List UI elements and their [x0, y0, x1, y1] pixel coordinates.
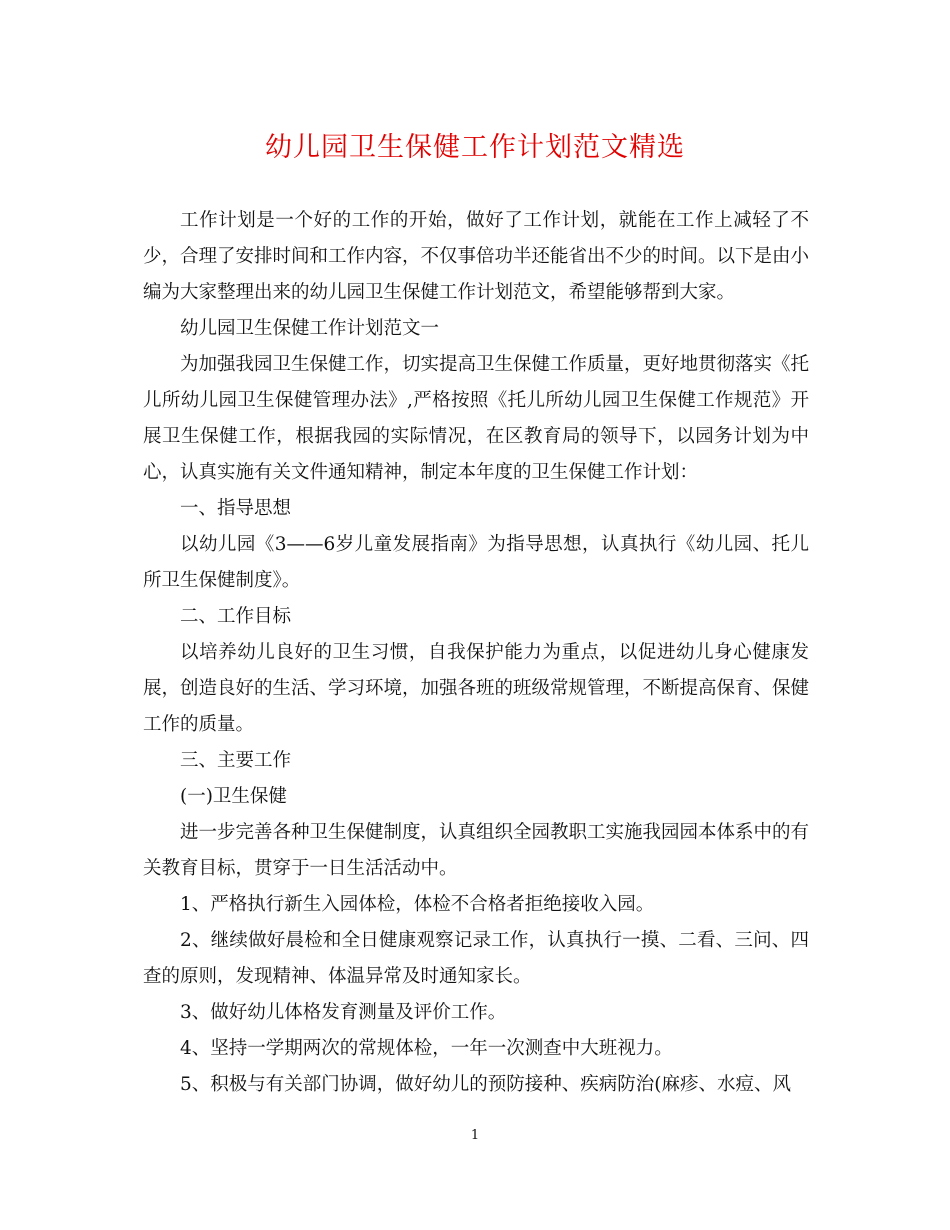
- list-item-5: 5、积极与有关部门协调，做好幼儿的预防接种、疾病防治(麻疹、水痘、风: [180, 1074, 791, 1095]
- document-body: [143, 203, 809, 1103]
- paragraph-work-goals: 以培养幼儿良好的卫生习惯，自我保护能力为重点，以促进幼儿身心健康发展，创造良好的生活、学习环境，加强各班的班级常规管理，不断提高保育、保健工作的质量。: [143, 642, 810, 735]
- heading-work-goals: 二、工作目标: [180, 606, 292, 627]
- heading-main-work: 三、主要工作: [180, 750, 292, 771]
- page-number: 1: [470, 1128, 480, 1143]
- heading-guiding-ideology: 一、指导思想: [180, 498, 292, 519]
- document-title: 幼儿园卫生保健工作计划范文精选: [265, 132, 685, 163]
- paragraph-guiding-ideology: 以幼儿园《3——6岁儿童发展指南》为指导思想，认真执行《幼儿园、托儿所卫生保健制度》。: [143, 534, 809, 591]
- paragraph-section-heading: 幼儿园卫生保健工作计划范文一: [180, 318, 440, 339]
- paragraph-preface: 为加强我园卫生保健工作，切实提高卫生保健工作质量，更好地贯彻落实《托儿所幼儿园卫生保健管理办法》,严格按照《托儿所幼儿园卫生保健工作规范》开展卫生保健工作，根据我园的实际情况，在区教育局的领导下，以园务计划为中心，认真实施有关文件通知精神，制定本年度的卫生保健工作计划：: [143, 354, 810, 483]
- list-item-3: 3、做好幼儿体格发育测量及评价工作。: [180, 1002, 507, 1023]
- paragraph-health-care: 进一步完善各种卫生保健制度，认真组织全园教职工实施我园园本体系中的有关教育目标，贯穿于一日生活活动中。: [143, 822, 810, 879]
- paragraph-intro: 工作计划是一个好的工作的开始，做好了工作计划，就能在工作上减轻了不少，合理了安排时间和工作内容，不仅事倍功半还能省出不少的时间。以下是由小编为大家整理出来的幼儿园卫生保健工作计划范文，希望能够帮到大家。: [143, 210, 810, 303]
- list-item-1: 1、严格执行新生入园体检，体检不合格者拒绝接收入园。: [180, 894, 655, 915]
- heading-health-care: (一)卫生保健: [180, 786, 287, 807]
- list-item-4: 4、坚持一学期两次的常规体检，一年一次测查中大班视力。: [180, 1038, 673, 1059]
- list-item-2: 2、继续做好晨检和全日健康观察记录工作，认真执行一摸、二看、三问、四查的原则，发现精神、体温异常及时通知家长。: [143, 930, 809, 987]
